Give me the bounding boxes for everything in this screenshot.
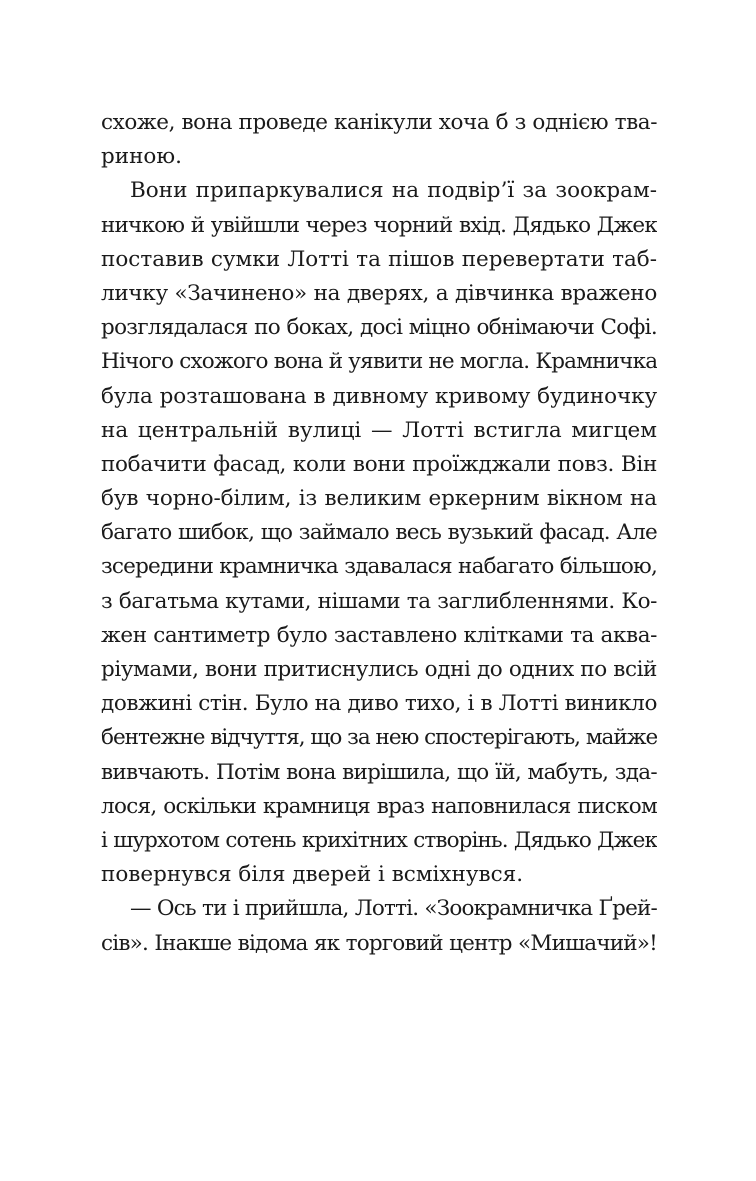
text-line: з багатьма кутами, нішами та заглибленнями. Ко- [101,588,657,614]
text-line: вивчають. Потім вона вирішила, що їй, мабуть, зда- [101,759,657,785]
text-line: розглядалася по боках, досі міцно обнімаючи Софі. [101,315,657,341]
body-text [101,106,657,961]
text-line: поставив сумки Лотті та пішов перевертати таб- [101,246,657,272]
text-line: повернувся біля дверей і всміхнувся. [101,862,524,888]
text-line: ріумами, вони притиснулись одні до одних по всій [101,657,657,682]
text-line: була розташована в дивному кривому будиночку [101,383,657,409]
paragraph-start-line: — Ось ти і прийшла, Лотті. «Зоокрамничка Ґрей- [130,896,657,922]
text-line: і шурхотом сотень крихітних створінь. Дядько Джек [101,827,657,853]
text-line: був чорно-білим, із великим еркерним вікном на [101,486,657,512]
text-line: побачити фасад, коли вони проїжджали повз. Він [101,451,657,477]
text-line: на центральній вулиці — Лотті встигла мигцем [101,417,657,443]
text-line: схоже, вона проведе канікули хоча б з однією тва- [101,110,657,135]
text-line: риною. [101,144,182,170]
text-line: Нічого схожого вона й уявити не могла. Крамничка [101,349,657,375]
text-line: бентежне відчуття, що за нею спостерігають, майже [101,725,657,751]
text-line: личку «Зачинено» на дверях, а дівчинка вражено [101,280,657,306]
text-line: зсередини крамничка здавалася набагато більшою, [101,554,657,580]
text-line: сів». Інакше відома як торговий центр «Мишачий»! [101,930,657,956]
text-line: жен сантиметр було заставлено клітками та аква- [101,622,657,648]
text-line: лося, оскільки крамниця враз наповнилася писком [101,793,657,819]
text-line: ничкою й увійшли через чорний вхід. Дядько Джек [101,212,657,238]
paragraph-start-line: Вони припаркувалися на подвір’ї за зоокрам- [130,178,657,204]
text-line: багато шибок, що займало весь вузький фасад. Але [101,520,657,546]
text-line: довжині стін. Було на диво тихо, і в Лотті виникло [101,691,657,717]
